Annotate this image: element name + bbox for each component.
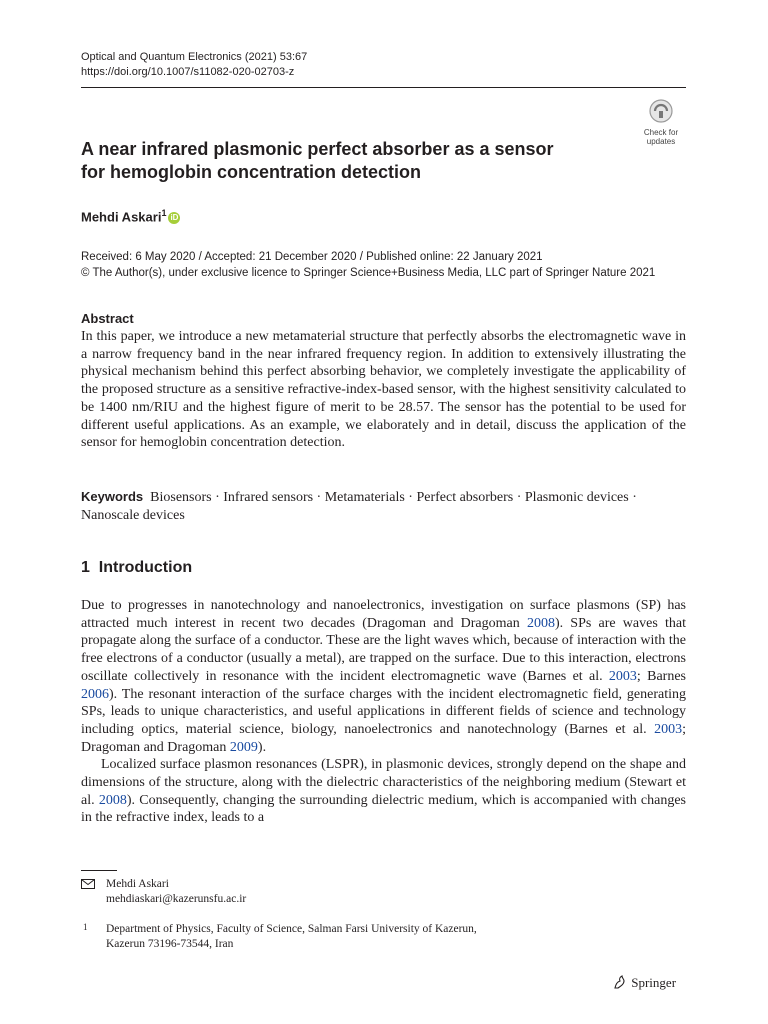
section-heading [81, 559, 192, 577]
envelope-icon [81, 879, 95, 894]
abstract-text: In this paper, we introduce a new metamaterial structure that perfectly absorbs the electromagnetic wave in a narrow frequency band in the near infrared frequency region. In addition to extensively illustrating the physical mechanism behind this perfect absorbing behavior, we completely investigate the applicability of the proposed structure as a sensitive refractive-index-based sensor, with the highest sensitivity calculated to be 1400 nm/RIU and the highest figure of merit to be 28.57. The sensor has the potential to be used for different useful applications. As an example, we elaborately and in detail, discuss the application of the sensor for hemoglobin concentration detection. [81, 329, 686, 451]
keywords-heading: Keywords [81, 489, 144, 504]
affiliation-number: 1 [83, 922, 88, 932]
text-run: Localized surface plasmon resonances (LSPR), in plasmonic devices, strongly depend on the shape and dimensions of the structure, along with the dielectric characteristics of the neighboring medium (Stewart et al. [81, 757, 686, 808]
title-line-2: for hemoglobin concentration detection [81, 162, 422, 182]
affiliation [106, 922, 477, 952]
title-line-1: A near infrared plasmonic perfect absorber as a sensor [81, 139, 554, 159]
keywords-block [81, 488, 686, 524]
footnote-rule [81, 870, 117, 871]
intro-paragraph-1 [81, 597, 686, 756]
copyright-line: © The Author(s), under exclusive licence to Springer Science+Business Media, LLC part of Springer Nature 2021 [81, 267, 656, 279]
text-run: ; Dragoman and Dragoman [81, 721, 686, 755]
orcid-icon[interactable]: iD [170, 213, 179, 223]
text-run: ). Consequently, changing the surrounding dielectric medium, which is accompanied with changes in the refractive index, leads to a [81, 792, 687, 826]
section-number: 1 [81, 559, 90, 576]
check-updates-line2: updates [646, 137, 676, 146]
affiliation-line-1: Department of Physics, Faculty of Science, Salman Farsi University of Kazerun, [106, 923, 477, 935]
affiliation-line-2: Kazerun 73196-73544, Iran [106, 938, 234, 950]
corresponding-author [106, 877, 246, 907]
citation-link[interactable]: 2008 [526, 615, 555, 631]
citation-link[interactable]: 2003 [608, 668, 637, 684]
citation-link[interactable]: 2006 [81, 686, 109, 702]
doi-link[interactable]: https://doi.org/10.1007/s11082-020-02703-z [81, 66, 295, 78]
citation-link[interactable]: 2008 [98, 792, 127, 808]
text-run: ). [257, 739, 267, 755]
citation-link[interactable]: 2009 [229, 739, 258, 755]
text-run: ). SPs are waves that propagate along the surface of a conductor. These are the light waves which, because of interaction with the free electrons of a conductor (usually a metal), are trapped on the surface. Due to this interaction, electrons oscillate collectively in resonance with the incident electromagnetic wave (Barnes et al. [81, 615, 686, 684]
paper-title [81, 138, 621, 184]
journal-header [81, 50, 307, 80]
check-for-updates-badge[interactable] [636, 99, 686, 146]
check-updates-line1: Check for [643, 128, 679, 137]
text-run: Due to progresses in nanotechnology and nanoelectronics, investigation on surface plasmons (SP) has attracted much interest in recent two decades (Dragoman and Dragoman [81, 598, 686, 631]
publisher-name: Springer [631, 975, 677, 990]
text-run: ; Barnes [636, 668, 687, 684]
journal-citation: Optical and Quantum Electronics (2021) 53:67 [81, 51, 308, 63]
keywords-list: Biosensors · Infrared sensors · Metamaterials · Perfect absorbers · Plasmonic devices · Nanoscale devices [81, 490, 637, 523]
intro-paragraph-2 [81, 756, 686, 827]
text-run: ). The resonant interaction of the surface charges with the incident electromagnetic field, generating SPs, leads to unique characteristics, and useful applications in different fields of science and technology including optics, material science, biology, nanoelectronics and nanotechnology (Barnes et al. [81, 686, 686, 737]
section-title: Introduction [98, 559, 193, 576]
check-updates-icon [649, 99, 673, 123]
author-line [81, 208, 180, 224]
contact-email[interactable]: mehdiaskari@kazerunsfu.ac.ir [106, 893, 247, 905]
springer-horse-icon [612, 974, 628, 990]
intro-body [81, 597, 686, 827]
contact-name: Mehdi Askari [106, 878, 169, 890]
citation-link[interactable]: 2003 [654, 721, 683, 737]
header-rule [81, 87, 686, 88]
dates-line: Received: 6 May 2020 / Accepted: 21 December 2020 / Published online: 22 January 2021 [81, 251, 543, 263]
abstract-heading: Abstract [81, 311, 134, 326]
publication-dates [81, 249, 655, 281]
author-affil-sup: 1 [161, 208, 167, 218]
author-name[interactable]: Mehdi Askari [81, 209, 162, 225]
springer-logo [612, 974, 676, 991]
